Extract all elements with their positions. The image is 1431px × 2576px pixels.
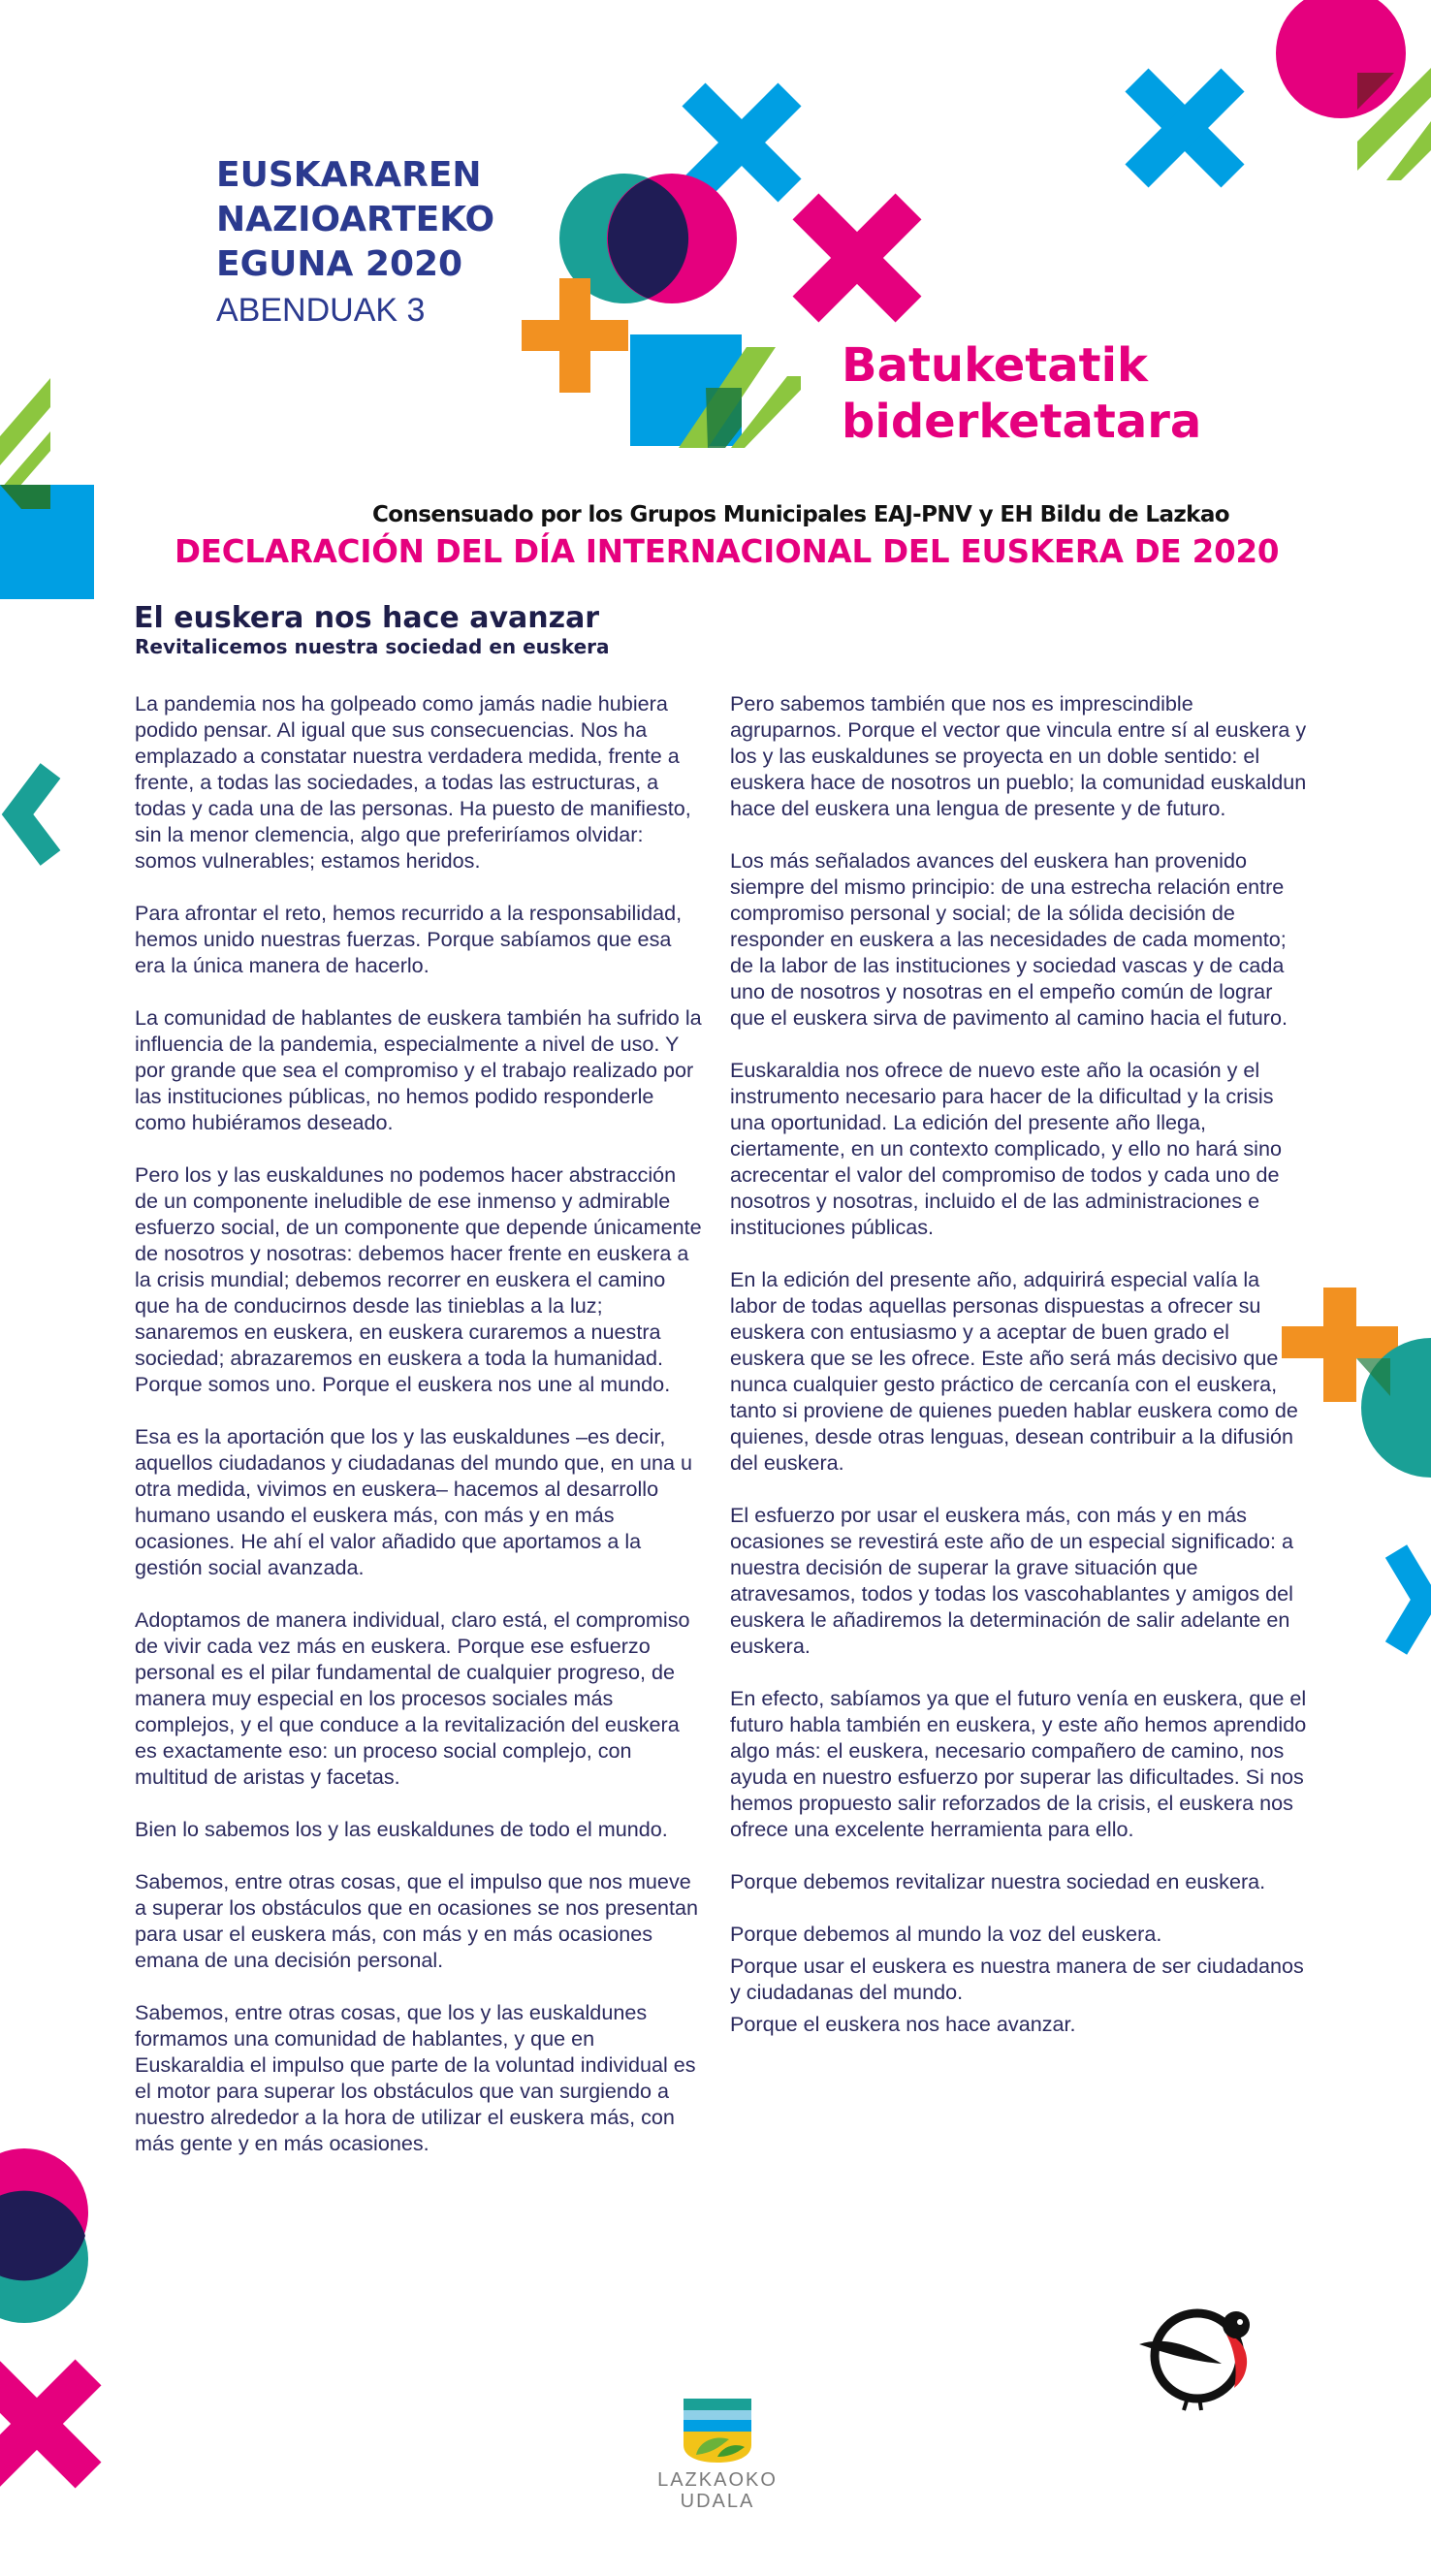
left-column xyxy=(135,690,702,2182)
cyan-x-top-right xyxy=(1089,32,1281,224)
paragraph: Pero sabemos también que nos es imprescindible agruparnos. Porque el vector que vincula entre sí al euskera y los y las euskaldunes se proyecta en un doble sentido: el euskera hace de nosotros un pueblo; la comunidad euskaldun hace del euskera una lengua de presente y de futuro. xyxy=(730,691,1307,820)
slogan xyxy=(842,337,1201,450)
paragraph: Porque usar el euskera es nuestra manera de ser ciudadanos y ciudadanas del mundo. xyxy=(730,1954,1304,2004)
main-heading: El euskera nos hace avanzar xyxy=(134,601,600,635)
logo-text-line-1: LAZKAOKO xyxy=(657,2469,778,2491)
bird-eye-icon xyxy=(1237,2319,1243,2325)
event-date: ABENDUAK 3 xyxy=(216,292,426,329)
lazkao-logo xyxy=(654,2397,780,2512)
paragraph: El esfuerzo por usar el euskera más, con más y en más ocasiones se revestirá este año de un especial significado: a nuestra decisión de superar la grave situación que atravesamos, todos y todas los vascohablantes y amigos del euskera le añadiremos la determinación de salir adelante en euskera. xyxy=(730,1503,1293,1658)
magenta-x-bottom-left xyxy=(0,2321,140,2527)
paragraph: Sabemos, entre otras cosas, que los y las euskaldunes formamos una comunidad de hablantes, y que en Euskaraldia el impulso que parte de la voluntad individual es el motor para superar los obstáculos que van surgiendo a nuestro alrededor a la hora de utilizar el euskera más, con más gente y en más ocasiones. xyxy=(135,2000,696,2155)
paragraph: Para afrontar el reto, hemos recurrido a la responsabilidad, hemos unido nuestras fuerzas. Porque sabíamos que esa era la única manera de hacerlo. xyxy=(135,901,683,977)
cyan-chevron-right xyxy=(1396,1551,1425,1648)
paragraph: Euskaraldia nos ofrece de nuevo este año la ocasión y el instrumento necesario para hacer de la dificultad y la crisis una oportunidad. La edición del presente año llega, ciertamente, en un contexto complicado, y ello no hará sino acrecentar el valor del compromiso de todos y cada uno de nosotros y nosotras, incluido el de las administraciones e instituciones públicas. xyxy=(730,1058,1282,1239)
paragraph: Bien lo sabemos los y las euskaldunes de todo el mundo. xyxy=(135,1817,668,1841)
right-column xyxy=(730,690,1308,2063)
paragraph: Adoptamos de manera individual, claro está, el compromiso de vivir cada vez más en euskera. Porque ese esfuerzo personal es el pilar fundamental de cualquier progreso, de manera muy especial en los procesos sociales más complejos, y el que conduce a la revitalización del euskera es exactamente eso: un proceso social complejo, con multitud de aristas y facetas. xyxy=(135,1607,690,1789)
declaration-title: DECLARACIÓN DEL DÍA INTERNACIONAL DEL EUSKERA DE 2020 xyxy=(175,533,1280,570)
paragraph: Sabemos, entre otras cosas, que el impulso que nos mueve a superar los obstáculos que en ocasiones se nos presentan para usar el euskera más, con más y en más ocasiones emana de una decisión personal. xyxy=(135,1869,699,1972)
slogan-line-1: Batuketatik xyxy=(842,338,1148,393)
slogan-line-2: biderketatara xyxy=(842,395,1202,449)
bird-head-icon xyxy=(1223,2311,1250,2338)
paragraph: Los más señalados avances del euskera han provenido siempre del mismo principio: de una estrecha relación entre compromiso personal y social; de la sólida decisión de responder en euskera a las necesidades de cada momento; de la labor de las instituciones y sociedad vascas y de cada uno de nosotros y nosotras en el empeño común de lograr que el euskera sirva de pavimento al camino hacia el futuro. xyxy=(730,848,1288,1030)
sub-heading: Revitalicemos nuestra sociedad en euskera xyxy=(135,635,610,658)
paragraph: Esa es la aportación que los y las euskaldunes –es decir, aquellos ciudadanos y ciudadanas del mundo que, en una u otra medida, vivimos en euskera– hacemos al desarrollo humano usando el euskera más, con más y en más ocasiones. He ahí el valor añadido que aportamos a la gestión social avanzada. xyxy=(135,1424,693,1579)
paragraph: En la edición del presente año, adquirirá especial valía la labor de todas aquellas personas dispuestas a ofrecer su euskera con entusiasmo y a aceptar de buen grado el euskera que se les ofrece. Este año será más decisivo que nunca cualquier gesto práctico de cercanía con el euskera, tanto si proviene de quienes pueden hablar euskera como de quienes, desde otras lenguas, desean contribuir a la difusión del euskera. xyxy=(730,1267,1298,1475)
logo-text-line-2: UDALA xyxy=(680,2491,755,2512)
bird-logo xyxy=(1129,2296,1275,2412)
event-title-line-3: EGUNA 2020 xyxy=(216,244,463,284)
lazkao-emblem-icon xyxy=(679,2397,756,2465)
paragraph: En efecto, sabíamos ya que el futuro venía en euskera, que el futuro habla también en euskera, y este año hemos aprendido algo más: el euskera, necesario compañero de camino, nos ayuda en nuestro esfuerzo por superar las dificultades. Si nos hemos propuesto salir reforzados de la crisis, el euskera nos ofrece una excelente herramienta para ello. xyxy=(730,1686,1307,1841)
event-header xyxy=(216,153,494,330)
event-title-line-2: NAZIOARTEKO xyxy=(216,200,495,239)
paragraph: Porque debemos revitalizar nuestra sociedad en euskera. xyxy=(730,1869,1266,1893)
paragraph: Pero los y las euskaldunes no podemos hacer abstracción de un componente ineludible de ese inmenso y admirable esfuerzo social, de un componente que depende únicamente de nosotros y nosotras: debemos hacer frente en euskera a la crisis mundial; debemos recorrer en euskera el camino que ha de conducirnos desde las tinieblas a la luz; sanaremos en euskera, en euskera curaremos a nuestra sociedad; abrazaremos en euskera a toda la humanidad. Porque somos uno. Porque el euskera nos une al mundo. xyxy=(135,1162,702,1396)
consensus-note: Consensuado por los Grupos Municipales EAJ-PNV y EH Bildu de Lazkao xyxy=(371,502,1229,527)
paragraph: Porque el euskera nos hace avanzar. xyxy=(730,2012,1076,2036)
magenta-circle-top-right xyxy=(1276,0,1406,118)
event-title-line-1: EUSKARAREN xyxy=(216,155,482,195)
paragraph: Porque debemos al mundo la voz del euskera. xyxy=(730,1922,1162,1946)
paragraph: La pandemia nos ha golpeado como jamás nadie hubiera podido pensar. Al igual que sus consecuencias. Nos ha emplazado a constatar nuestra verdadera medida, frente a frente, a todas las sociedades, a todas las estructuras, a todas y cada una de las personas. Ha puesto de manifiesto, sin la menor clemencia, algo que preferiríamos olvidar: somos vulnerables; estamos heridos. xyxy=(135,691,691,873)
paragraph: La comunidad de hablantes de euskera también ha sufrido la influencia de la pandemia, especialmente a nivel de uso. Y por grande que sea el compromiso y el trabajo realizado por las instituciones públicas, no hemos podido responderle como hubiéramos deseado. xyxy=(135,1005,702,1134)
teal-chevron-left xyxy=(17,771,50,858)
